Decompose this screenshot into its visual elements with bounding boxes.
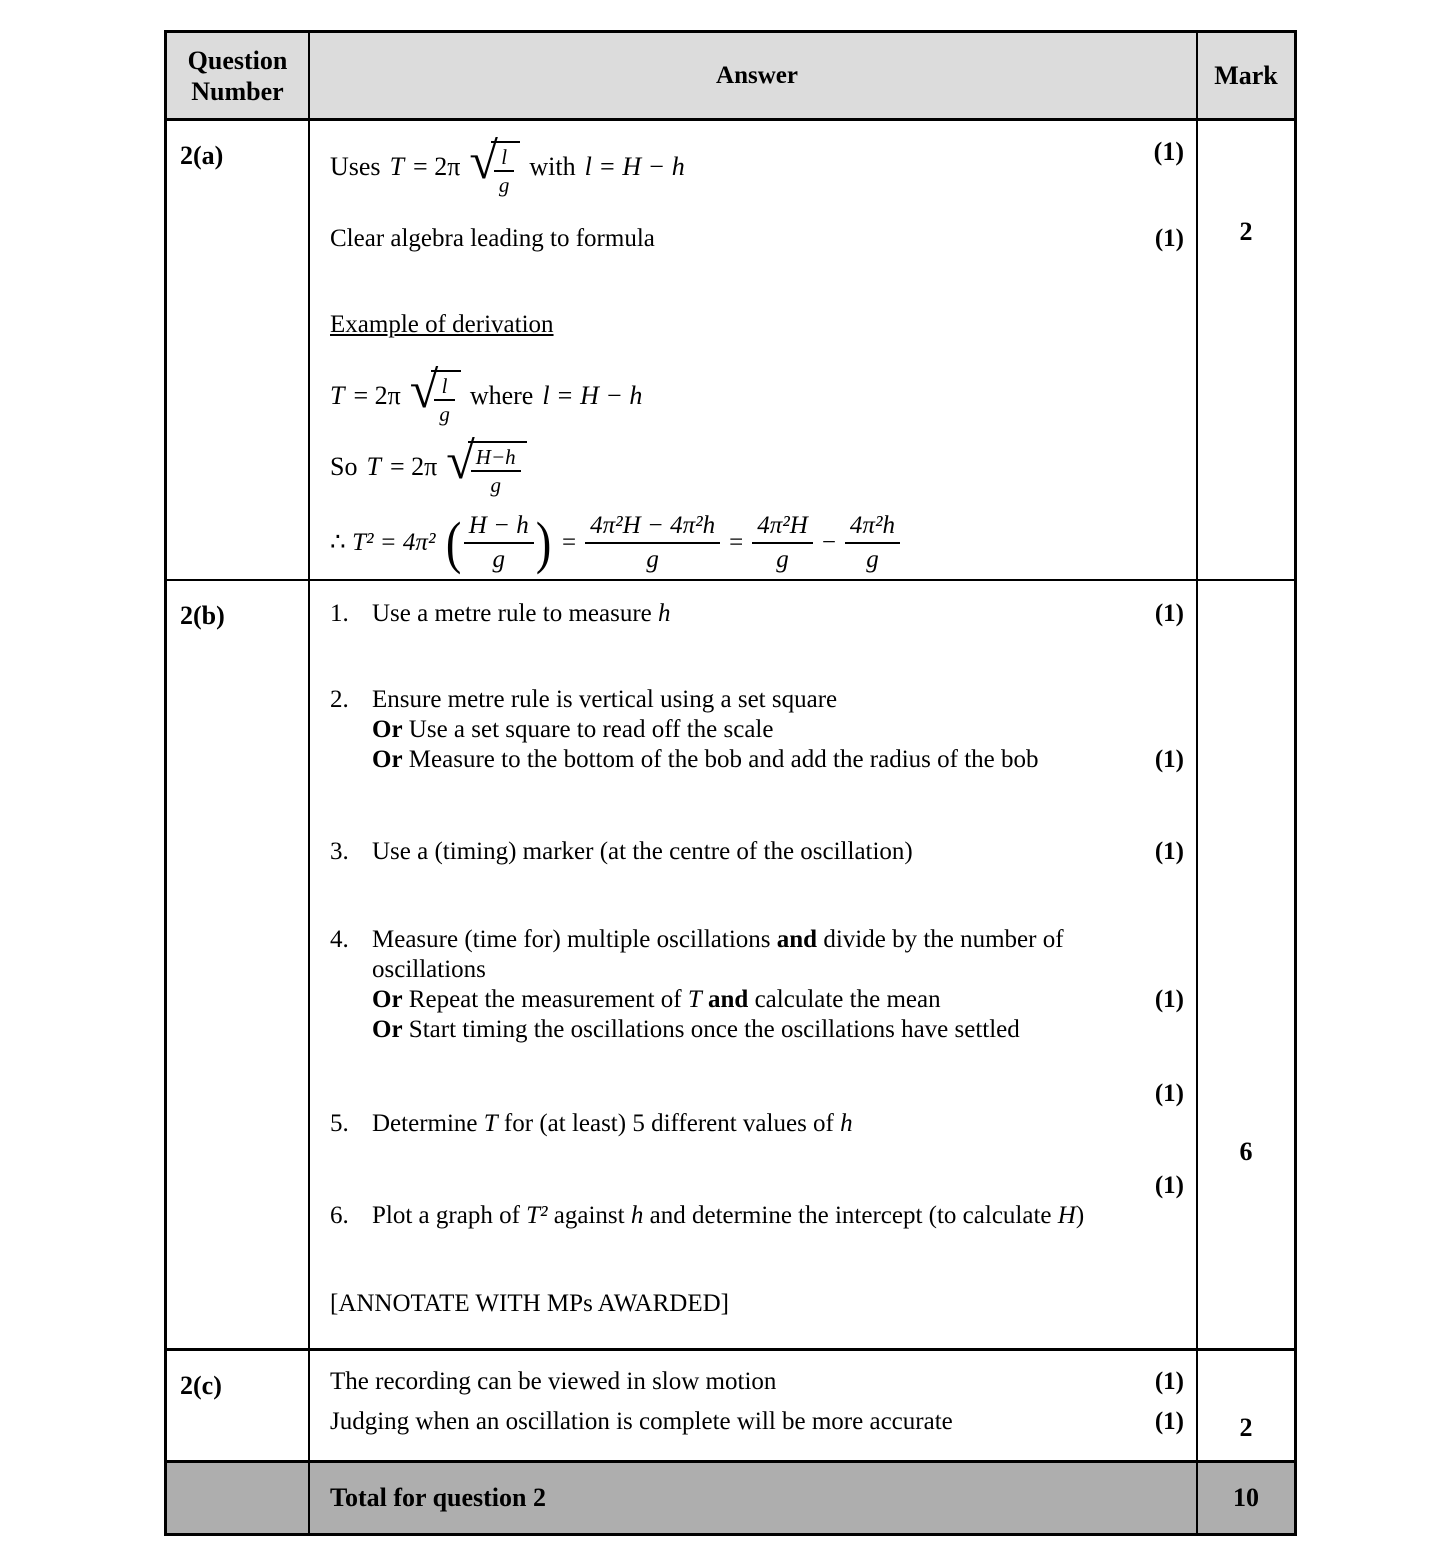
formula-var: T <box>330 380 345 410</box>
list-line <box>372 837 1184 867</box>
row-2b <box>167 581 1294 1351</box>
radical-sign: √ <box>469 133 498 190</box>
derivation-line-2 <box>330 433 1184 498</box>
list-number: 2. <box>330 686 349 713</box>
item-text: Start timing the oscillations once the oscillations have settled <box>402 1016 1020 1043</box>
mark-point: (1) <box>1154 746 1184 773</box>
list-line <box>372 925 1184 955</box>
list-item-6 <box>330 1201 1184 1231</box>
mark-point: (1) <box>1154 986 1184 1013</box>
list-number: 3. <box>330 838 349 865</box>
item-var: T <box>687 986 702 1013</box>
formula-text: with <box>529 151 576 181</box>
question-label-2a: 2(a) <box>167 121 310 579</box>
formula-text: = 2π <box>353 380 401 410</box>
item-text: Measure (time for) multiple oscillations <box>372 926 777 953</box>
sqrt-radical <box>409 362 461 427</box>
or-keyword: Or <box>372 986 403 1013</box>
or-keyword: Or <box>372 1016 403 1043</box>
total-row <box>167 1463 1294 1533</box>
list-line <box>372 715 1184 745</box>
statement-text: Clear algebra leading to formula <box>330 225 655 253</box>
fraction-denominator: g <box>490 473 501 498</box>
item-var: H <box>1057 1202 1076 1229</box>
equals-sign: = <box>562 528 577 556</box>
mark-point: (1) <box>1154 600 1184 627</box>
answer-cell-2a <box>310 121 1198 579</box>
question-label-2c: 2(c) <box>167 1351 310 1460</box>
mark-point-line: (1) <box>1154 1172 1184 1199</box>
list-number: 5. <box>330 1110 349 1137</box>
item-text: for (at least) 5 different values of <box>497 1110 841 1137</box>
item-var: T <box>483 1110 498 1137</box>
and-keyword: and <box>701 986 749 1013</box>
formula-math: ∴ T² = 4π² <box>330 528 436 556</box>
fraction-numerator: l <box>494 146 515 172</box>
mark-point: (1) <box>1154 1368 1184 1395</box>
item-var: h <box>630 1202 644 1229</box>
item-text: and determine the intercept (to calculate <box>643 1202 1058 1229</box>
list-number: 1. <box>330 600 349 627</box>
item-text: divide by the number of <box>817 926 1064 953</box>
item-text: against <box>547 1202 631 1229</box>
list-item-3 <box>330 837 1184 867</box>
and-keyword: and <box>776 926 818 953</box>
formula-math: l = H − h <box>584 151 685 181</box>
row-2a <box>167 121 1294 581</box>
row-2c <box>167 1351 1294 1463</box>
mark-point: (1) <box>1153 137 1184 166</box>
header-answer: Answer <box>310 33 1198 118</box>
item-var: T² <box>526 1202 548 1229</box>
list-line <box>372 955 1184 985</box>
mark-point-line: (1) <box>1154 1080 1184 1107</box>
mark-point: (1) <box>1154 1408 1184 1435</box>
item-text: calculate the mean <box>748 986 941 1013</box>
answer-line <box>330 1407 1184 1437</box>
item-text: Use a metre rule to measure <box>372 600 658 627</box>
item-text: Repeat the measurement of <box>402 986 688 1013</box>
list-number: 6. <box>330 1202 349 1229</box>
fraction-numerator: H−h <box>471 446 521 472</box>
item-text: Use a (timing) marker (at the centre of the oscillation) <box>372 838 913 865</box>
table-header-row <box>167 33 1294 121</box>
equals-sign: = <box>729 528 744 556</box>
fraction: $\frac{\text{4π²h}}{g}$ <box>845 512 900 573</box>
list-item-1 <box>330 599 1184 629</box>
formula-text: where <box>469 380 534 410</box>
mark-point: (1) <box>1154 225 1184 253</box>
formula-math: l = H − h <box>542 380 643 410</box>
sqrt-radical <box>469 133 520 198</box>
formula-var: T <box>366 451 381 481</box>
or-keyword: Or <box>372 746 403 773</box>
mark-cell-2a: 2 <box>1239 217 1253 246</box>
list-number: 4. <box>330 926 349 953</box>
fraction: $\frac{\text{4π²H − 4π²h}}{g}$ <box>585 512 720 573</box>
total-mark: 10 <box>1233 1483 1259 1512</box>
item-text: Ensure metre rule is vertical using a set square <box>372 686 838 713</box>
list-item-5 <box>330 1109 1184 1139</box>
total-empty-cell <box>167 1463 310 1533</box>
answer-cell-2b <box>310 581 1198 1348</box>
fraction-numerator: l <box>434 375 455 401</box>
list-item-4 <box>330 925 1184 1045</box>
mark-scheme-table <box>164 30 1297 1536</box>
statement-text: The recording can be viewed in slow motion <box>330 1368 777 1395</box>
header-mark: Mark <box>1214 61 1278 90</box>
item-text: Determine <box>372 1110 484 1137</box>
sqrt-radical <box>446 433 526 498</box>
fraction-denominator: g <box>498 173 510 198</box>
clear-algebra-line <box>330 224 1184 254</box>
total-label: Total for question 2 <box>310 1463 1198 1533</box>
derivation-line-1 <box>330 362 1184 427</box>
list-line <box>372 685 1184 715</box>
radical-sign: √ <box>409 362 439 420</box>
formula-var: T <box>389 151 405 181</box>
fraction: $\frac{\text{4π²H}}{g}$ <box>752 512 813 573</box>
item-var: h <box>840 1110 853 1137</box>
header-question-number: Question Number <box>167 33 310 118</box>
answer-cell-2c <box>310 1351 1198 1460</box>
mark-cell-2c: 2 <box>1239 1413 1253 1442</box>
formula-text: Uses <box>330 151 381 181</box>
fraction-denominator: g <box>439 402 450 427</box>
minus-sign: − <box>821 528 836 556</box>
list-line <box>372 1015 1184 1045</box>
formula-text: So <box>330 451 358 481</box>
formula-text: = 2π <box>389 451 438 481</box>
item-text: ) <box>1075 1202 1085 1229</box>
item-var: h <box>658 600 671 627</box>
fraction: $\frac{H - h}{g}$ <box>464 512 534 573</box>
statement-text: Judging when an oscillation is complete will be more accurate <box>330 1408 953 1435</box>
item-text: oscillations <box>372 956 486 983</box>
example-derivation-heading: Example of derivation <box>330 311 554 339</box>
formula-text: = 2π <box>413 151 461 181</box>
item-text: Use a set square to read off the scale <box>402 716 774 743</box>
list-line <box>372 745 1184 775</box>
answer-line <box>330 1367 1184 1397</box>
or-keyword: Or <box>372 716 403 743</box>
mark-cell-2b: 6 <box>1239 1137 1253 1166</box>
item-text: Measure to the bottom of the bob and add the radius of the bob <box>402 746 1039 773</box>
annotate-note: [ANNOTATE WITH MPs AWARDED] <box>330 1290 729 1317</box>
item-text: Plot a graph of <box>372 1202 527 1229</box>
list-line <box>372 985 1184 1015</box>
list-item-2 <box>330 685 1184 775</box>
radical-sign: √ <box>446 433 475 491</box>
mark-point: (1) <box>1154 838 1184 865</box>
derivation-line-3: ∴ T² = 4π² ( $\frac{H - h}{g}$ ) = $\frac{\text{4π²H − 4π²h}}{g}$ = $\frac{\text{4π²H}}{g}$ − $\frac{\text{4π²h}}{g}$ <box>330 512 1184 573</box>
question-label-2b: 2(b) <box>167 581 310 1348</box>
list-line <box>372 599 1184 629</box>
formula-uses-line <box>330 133 1184 198</box>
